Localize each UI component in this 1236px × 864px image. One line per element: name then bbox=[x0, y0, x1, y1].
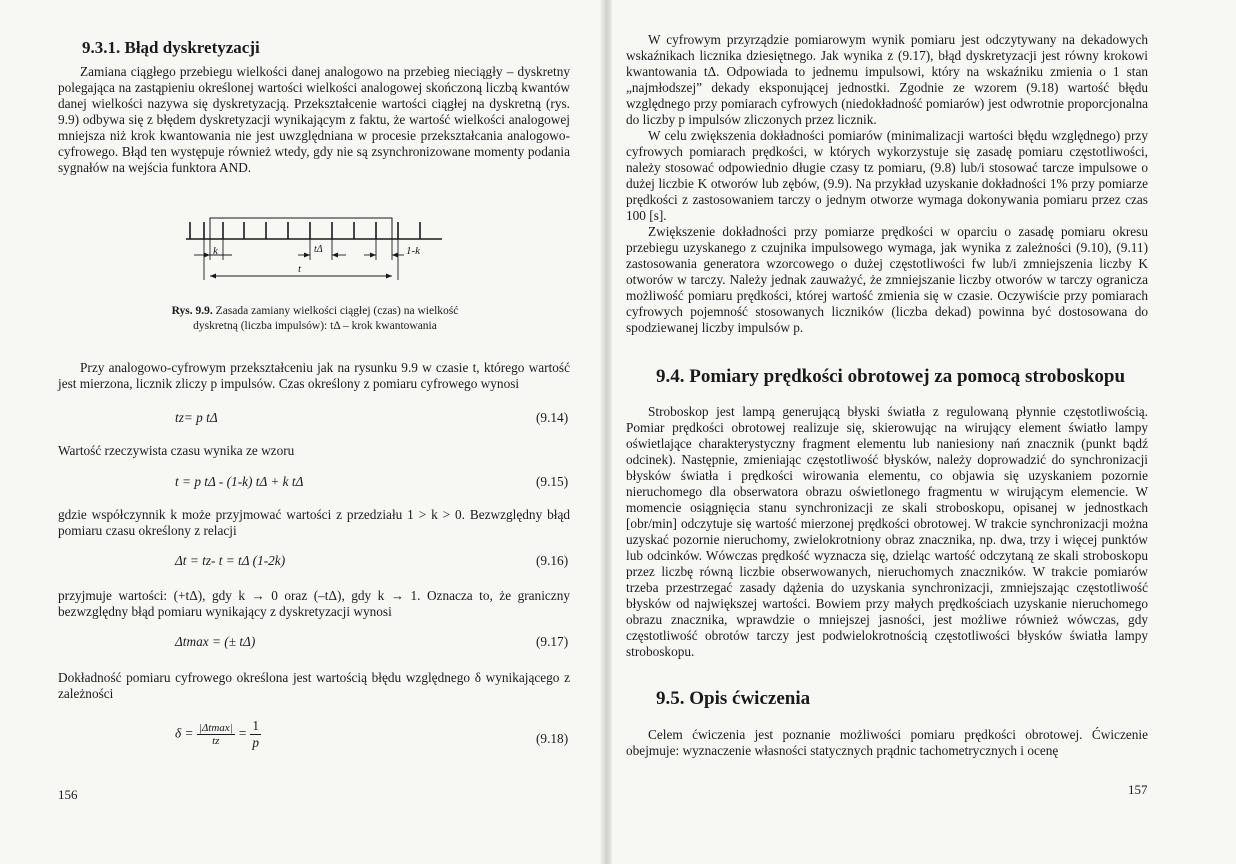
figure-9-9-diagram bbox=[180, 210, 450, 290]
figure-caption bbox=[150, 304, 480, 334]
figure-label-k: k bbox=[213, 245, 218, 257]
caption-label: Rys. 9.9. bbox=[171, 305, 213, 317]
equation-number-9-17: (9.17) bbox=[536, 634, 569, 649]
equation-number-9-16: (9.16) bbox=[536, 553, 569, 568]
paragraph-opis-cwiczenia: Celem ćwiczenia jest poznanie możliwości pomiaru prędkości obrotowej. Ćwiczenie obejmuje: wyznaczenie własności statycznych prądnic tachometrycznych i ocenę bbox=[626, 727, 1148, 758]
equation-9-14: tz= p tΔ bbox=[175, 410, 218, 425]
figure-label-tdelta: tΔ bbox=[314, 244, 323, 255]
text-wartosc-rzeczywista: Wartość rzeczywista czasu wynika ze wzoru bbox=[58, 443, 295, 458]
equation-9-15: t = p tΔ - (1-k) tΔ + k tΔ bbox=[175, 474, 304, 489]
equation-9-17: Δtmax = (± tΔ) bbox=[175, 634, 256, 649]
equation-9-18 bbox=[175, 718, 261, 751]
right-page bbox=[608, 0, 1236, 864]
paragraph-wspolczynnik: gdzie współczynnik k może przyjmować wartości z przedziału 1 > k > 0. Bezwzględny błąd pomiaru czasu określony z relacji bbox=[58, 507, 570, 538]
paragraph-przetworzenie: Przy analogowo-cyfrowym przekształceniu jak na rysunku 9.9 w czasie t, którego wartość jest mierzona, licznik zliczy p impulsów. Czas określony z pomiaru cyfrowego wynosi bbox=[58, 360, 570, 391]
paragraph-zwiekszenie-dokladnosci: W celu zwiększenia dokładności pomiarów (minimalizacji wartości błędu względnego) przy cyfrowych pomiarach prędkości, w których wykorzystuje się zasadę pomiaru częstotliwości, należy stosować odpowiednio długie czasy tz pomiaru, (9.8) lub/i stosować tarcze impulsowe o dużej liczbie K otworów lub zębów, (9.9). Na przykład uzyskanie dokładności 1% przy pomiarze prędkości z zastosowaniem tarczy o jednym otworze wymaga dokonywania pomiaru przez czas 100 [s]. bbox=[626, 128, 1148, 223]
eq918-lhs: δ = bbox=[175, 725, 194, 741]
page-number-left: 156 bbox=[58, 787, 78, 802]
paragraph-cyfrowy-przyrzad: W cyfrowym przyrządzie pomiarowym wynik pomiaru jest odczytywany na dekadowych wskaźnikach licznika dziesiętnego. Jak wynika z (9.17), błąd dyskretyzacji jest równy krokowi kwantowania tΔ. Odpowiada to jednemu impulsowi, który na wskaźniku zmienia o 1 stan „najmłodszej” dekady eksponującej jednostki. Zgodnie ze wzorem (9.18) wartość błędu względnego przy pomiarach cyfrowych (niedokładność pomiarów) jest odwrotnie proporcjonalna do liczby p impulsów zliczonych przez licznik. bbox=[626, 32, 1148, 127]
eq918-fraction-1 bbox=[197, 722, 235, 747]
left-page bbox=[0, 0, 606, 864]
caption-text: Zasada zamiany wielkości ciągłej (czas) na wielkość dyskretną (liczba impulsów): tΔ – krok kwantowania bbox=[193, 305, 459, 332]
figure-label-t: t bbox=[298, 263, 302, 275]
section-heading-9-3-1: 9.3.1. Błąd dyskretyzacji bbox=[82, 38, 260, 57]
eq918-frac2-numerator: 1 bbox=[252, 718, 259, 733]
page-number-right: 157 bbox=[1128, 782, 1148, 797]
equation-number-9-15: (9.15) bbox=[536, 474, 569, 489]
eq918-frac1-denominator: tz bbox=[212, 735, 220, 747]
section-heading-9-5: 9.5. Opis ćwiczenia bbox=[656, 688, 811, 709]
paragraph-wartosci: przyjmuje wartości: (+tΔ), gdy k → 0 oraz (–tΔ), gdy k → 1. Oznacza to, że graniczny bezwzględny błąd pomiaru wynikający z dyskretyzacji wynosi bbox=[58, 588, 570, 619]
eq918-frac1-numerator: |Δtmax| bbox=[198, 722, 233, 734]
eq918-frac2-denominator: p bbox=[252, 735, 259, 750]
equation-number-9-14: (9.14) bbox=[536, 410, 569, 425]
section-heading-9-4: 9.4. Pomiary prędkości obrotowej za pomocą stroboskopu bbox=[656, 366, 1126, 387]
figure-label-1-k: 1-k bbox=[406, 245, 421, 257]
equation-number-9-18: (9.18) bbox=[536, 731, 569, 746]
paragraph-pomiar-okresu: Zwiększenie dokładności przy pomiarze prędkości w oparciu o zasadę pomiaru okresu przebiegu uzyskanego z czujnika impulsowego wymaga, jak wynika z zależności (9.10), (9.11) zastosowania generatora wzorcowego o dużej częstotliwości fw lub/i zmniejszenia liczby K otworów w tarczy. Należy jednak zauważyć, że zmniejszanie liczby otworów w tarczy ogranicza możliwość pomiaru prędkości, której wartość zmienia się w czasie. Oczywiście przy pomiarach cyfrowych pojemność stosowanych liczników (liczba dekad) powinna być dostosowana do spodziewanej liczby impulsów p. bbox=[626, 224, 1148, 335]
eq918-fraction-2 bbox=[250, 718, 261, 751]
eq918-equals: = bbox=[238, 725, 248, 741]
paragraph-dokladnosc: Dokładność pomiaru cyfrowego określona jest wartością błędu względnego δ wynikającego z zależności bbox=[58, 670, 570, 701]
equation-9-16: Δt = tz- t = tΔ (1-2k) bbox=[175, 553, 286, 568]
paragraph-dyskretyzacja: Zamiana ciągłego przebiegu wielkości danej analogowo na przebieg nieciągły – dyskretny polegająca na zastąpieniu określonej wartości wielkości analogowej skończoną liczbą kwantów danej wielkości nazywa się dyskretyzacją. Przekształcenie wartości ciągłej na dyskretną (rys. 9.9) odbywa się z błędem dyskretyzacji wynikającym z faktu, że wartość wielkości analogowej mniejsza niż krok kwantowania nie jest uwzględniana w procesie przekształcania analogowo-cyfrowego. Błąd ten występuje również wtedy, gdy nie są zsynchronizowane momenty podania sygnałów na wejścia funktora AND. bbox=[58, 64, 570, 175]
paragraph-stroboskop: Stroboskop jest lampą generującą błyski światła z regulowaną płynnie częstotliwością. Pomiar prędkości obrotowej realizuje się, skierowując na wirujący element światło lampy oświetlające charakterystyczny fragment elementu lub naniesiony nań znacznik (punkt bądź odcinek). Następnie, zmieniając częstotliwość błysków, należy doprowadzić do synchronizacji błysków światła i prędkości wirowania elementu, co objawia się uzyskaniem pozornie nieruchomego dla obserwatora obrazu oświetlonego fragmentu w wirującym elemencie. W momencie osiągnięcia stanu synchronizacji ze skali stroboskopu, opisanej w jednostkach [obr/min] odczytuje się wartość mierzonej prędkości obrotowej. W trakcie synchronizacji można uzyskać pozornie nieruchomy, zwielokrotniony obraz znacznika, np. dwa, trzy i więcej punktów lub odcinków. Wówczas prędkość wyznacza się, dzieląc wartość odczytaną ze skali stroboskopu przez liczbę równą liczbie obserwowanych, nieruchomych znaczników. W trakcie pomiarów trzeba przestrzegać zasady dążenia do uzyskania synchronizacji, zmniejszając częstotliwość błysków od największej wartości. Bowiem przy małych prędkościach uzyskanie nieruchomego obrazu znacznika, wprawdzie o mniejszej jasności, jest możliwe również wówczas, gdy częstotliwość obrotów tarczy jest podwielokrotnością częstotliwości błysków światła lampy stroboskopu. bbox=[626, 404, 1148, 659]
